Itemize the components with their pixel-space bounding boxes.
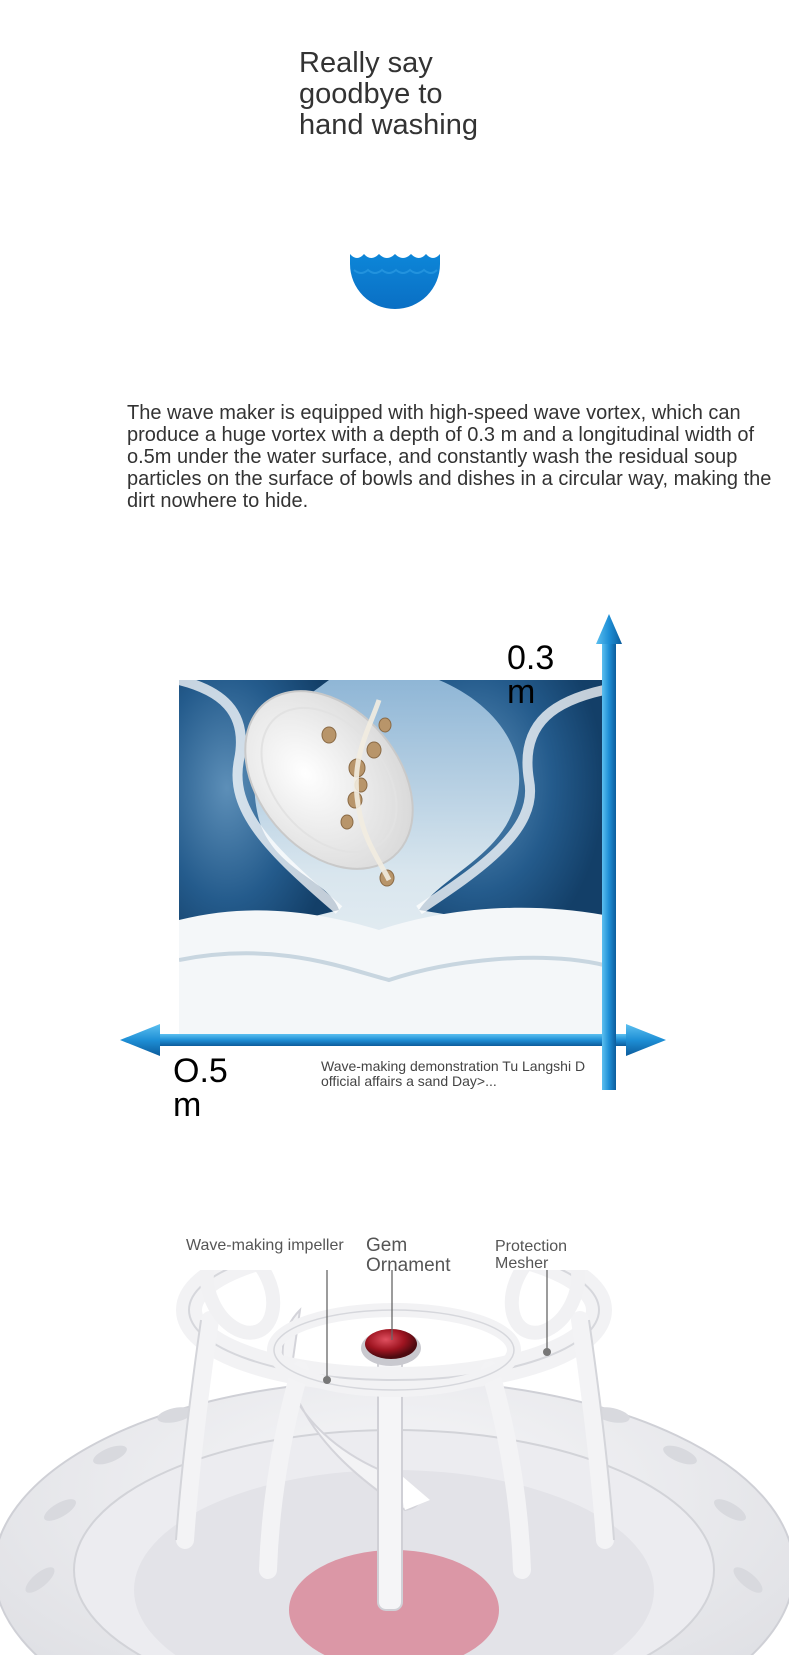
illustration-caption: Wave-making demonstration Tu Langshi D official affairs a sand Day>... [321, 1058, 586, 1089]
water-drop-icon [348, 250, 442, 310]
depth-label: 0.3 m [507, 639, 555, 711]
width-label: O.5 m [173, 1052, 228, 1124]
description-text: The wave maker is equipped with high-speed wave vortex, which can produce a huge vortex with a depth of 0.3 m and a longitudinal width of o.5m under the water surface, and constantly wash the residual soup particles on the surface of bowls and dishes in a circular way, making the dirt nowhere to hide. [127, 402, 772, 512]
dimension-axes [120, 610, 680, 1090]
gem-ornament-callout: Gem Ornament [366, 1235, 451, 1276]
protection-mesher-callout: Protection Mesher [495, 1238, 568, 1272]
impeller-product-image [0, 1270, 789, 1655]
impeller-callout: Wave-making impeller [186, 1237, 344, 1254]
headline: Really say goodbye to hand washing [299, 47, 478, 141]
